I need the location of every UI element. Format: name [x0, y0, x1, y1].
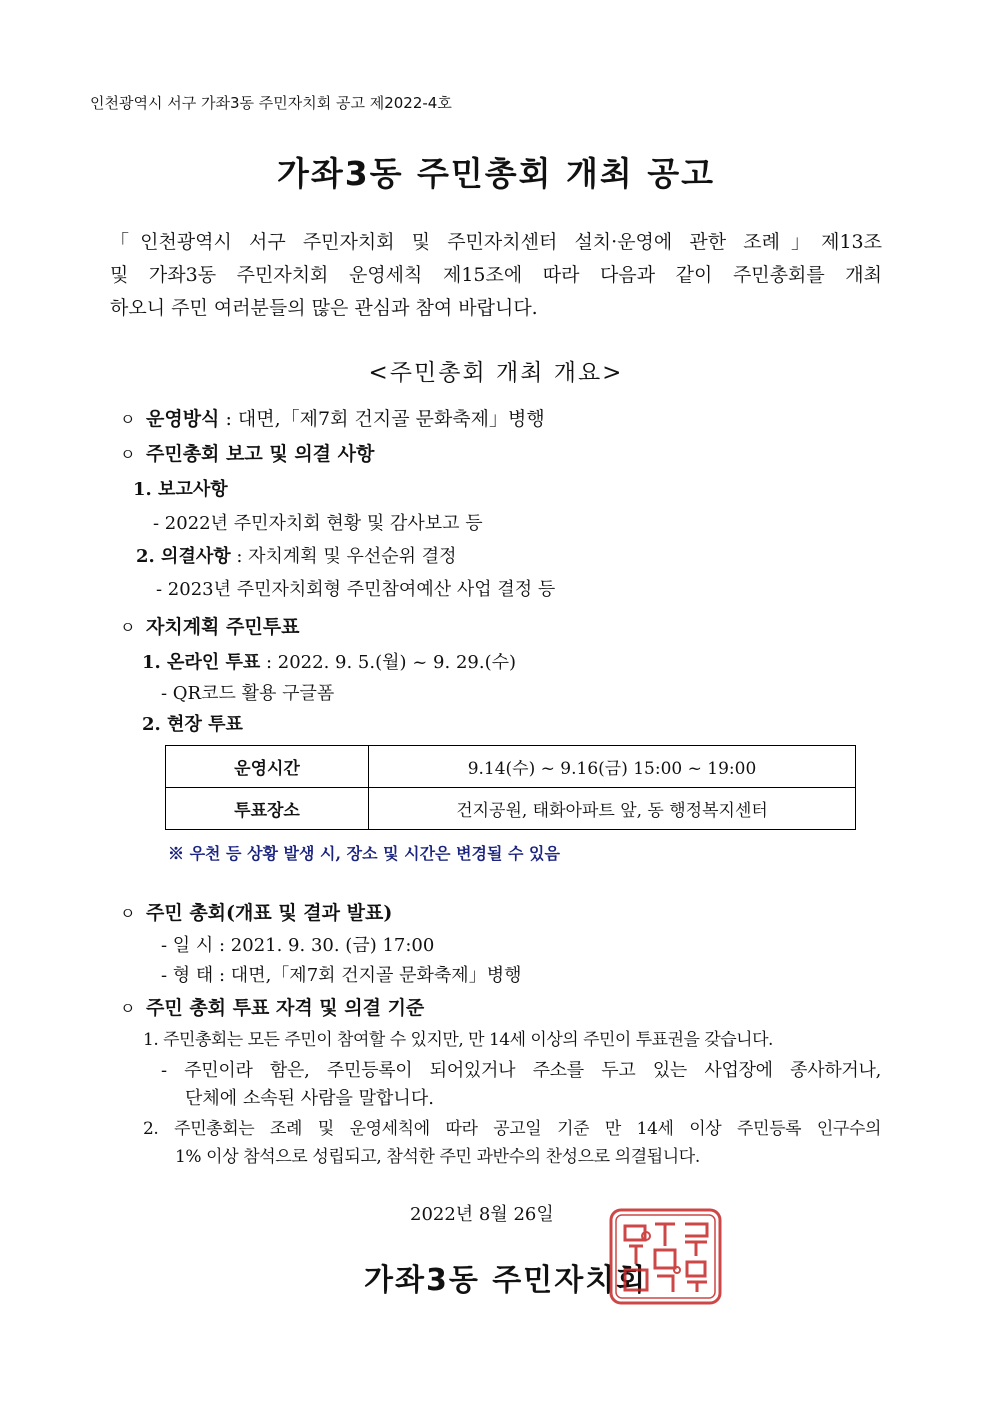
criteria-rule1-detail-b: 단체에 소속된 사람을 말합니다. [185, 1088, 434, 1109]
criteria-rule1-detail-a: - 주민이라 함은, 주민등록이 되어있거나 주소를 두고 있는 사업장에 종사하거나, [161, 1060, 881, 1081]
criteria-rule1: 1. 주민총회는 모든 주민이 참여할 수 있지만, 만 14세 이상의 주민이 투표권을 갖습니다. [143, 1030, 773, 1050]
agenda-item2-label: 2. 의결사항 [136, 546, 231, 567]
online-vote-line [142, 648, 516, 674]
criteria-heading [120, 993, 424, 1020]
agenda-item2-text: : 자치계획 및 우선순위 결정 [230, 546, 457, 567]
online-vote-detail: - QR코드 활용 구글폼 [161, 683, 335, 704]
agenda-item1-label: 1. 보고사항 [133, 479, 228, 500]
weather-warning: ※ 우천 등 상황 발생 시, 장소 및 시간은 변경될 수 있음 [168, 844, 560, 863]
intro-line: 「인천광역시 서구 주민자치회 및 주민자치센터 설치·운영에 관한 조례」제13조 [110, 231, 882, 253]
agenda-item2-line [136, 542, 457, 568]
method-line [120, 404, 545, 431]
table-row [166, 788, 856, 830]
criteria-rule2-a: 2. 주민총회는 조례 및 운영세칙에 따라 공고일 기준 만 14세 이상 주민등록 인구수의 [143, 1119, 881, 1139]
criteria-title: 주민 총회 투표 자격 및 의결 기준 [146, 997, 425, 1019]
bullet-icon: ㅇ [120, 618, 136, 637]
assembly-heading [120, 898, 392, 925]
assembly-datetime: - 일 시 : 2021. 9. 30. (금) 17:00 [161, 935, 435, 956]
intro-line: 및 가좌3동 주민자치회 운영세칙 제15조에 따라 다음과 같이 주민총회를 개최 [110, 264, 882, 286]
vote-title: 자치계획 주민투표 [146, 616, 300, 638]
agenda-item2-detail: - 2023년 주민자치회형 주민참여예산 사업 결정 등 [156, 579, 556, 600]
bullet-icon: ㅇ [120, 999, 136, 1018]
notice-number: 인천광역시 서구 가좌3동 주민자치회 공고 제2022-4호 [90, 94, 452, 112]
online-vote-text: : 2022. 9. 5.(월) ~ 9. 29.(수) [260, 652, 517, 673]
onsite-vote-label: 2. 현장 투표 [142, 714, 243, 735]
table-key: 운영시간 [166, 746, 369, 788]
overview-title: <주민총회 개최 개요> [368, 360, 624, 386]
notice-date: 2022년 8월 26일 [410, 1204, 554, 1225]
agenda-title: 주민총회 보고 및 의결 사항 [146, 443, 375, 465]
assembly-title: 주민 총회(개표 및 결과 발표) [146, 902, 393, 924]
bullet-icon: ㅇ [120, 410, 136, 429]
vote-heading [120, 612, 299, 639]
method-text: : 대면,「제7회 건지골 문화축제」병행 [219, 408, 545, 430]
table-key: 투표장소 [166, 788, 369, 830]
table-value: 건지공원, 태화아파트 앞, 동 행정복지센터 [369, 788, 856, 830]
organization-name: 가좌3동 주민자치회 [364, 1263, 648, 1298]
onsite-vote-table [165, 745, 856, 830]
table-value: 9.14(수) ~ 9.16(금) 15:00 ~ 19:00 [369, 746, 856, 788]
table-row [166, 746, 856, 788]
agenda-heading [120, 439, 374, 466]
assembly-form: - 형 태 : 대면,「제7회 건지골 문화축제」병행 [161, 965, 522, 986]
intro-paragraph [110, 226, 882, 325]
online-vote-label: 1. 온라인 투표 [142, 652, 261, 673]
method-label: 운영방식 [146, 408, 220, 430]
bullet-icon: ㅇ [120, 445, 136, 464]
intro-line: 하오니 주민 여러분들의 많은 관심과 참여 바랍니다. [110, 297, 538, 319]
agenda-item1-detail: - 2022년 주민자치회 현황 및 감사보고 등 [153, 513, 483, 534]
bullet-icon: ㅇ [120, 904, 136, 923]
criteria-rule2-b: 1% 이상 참석으로 성립되고, 참석한 주민 과반수의 찬성으로 의결됩니다. [175, 1147, 700, 1167]
official-seal-icon [607, 1206, 724, 1307]
document-title: 가좌3동 주민총회 개최 공고 [276, 154, 716, 193]
